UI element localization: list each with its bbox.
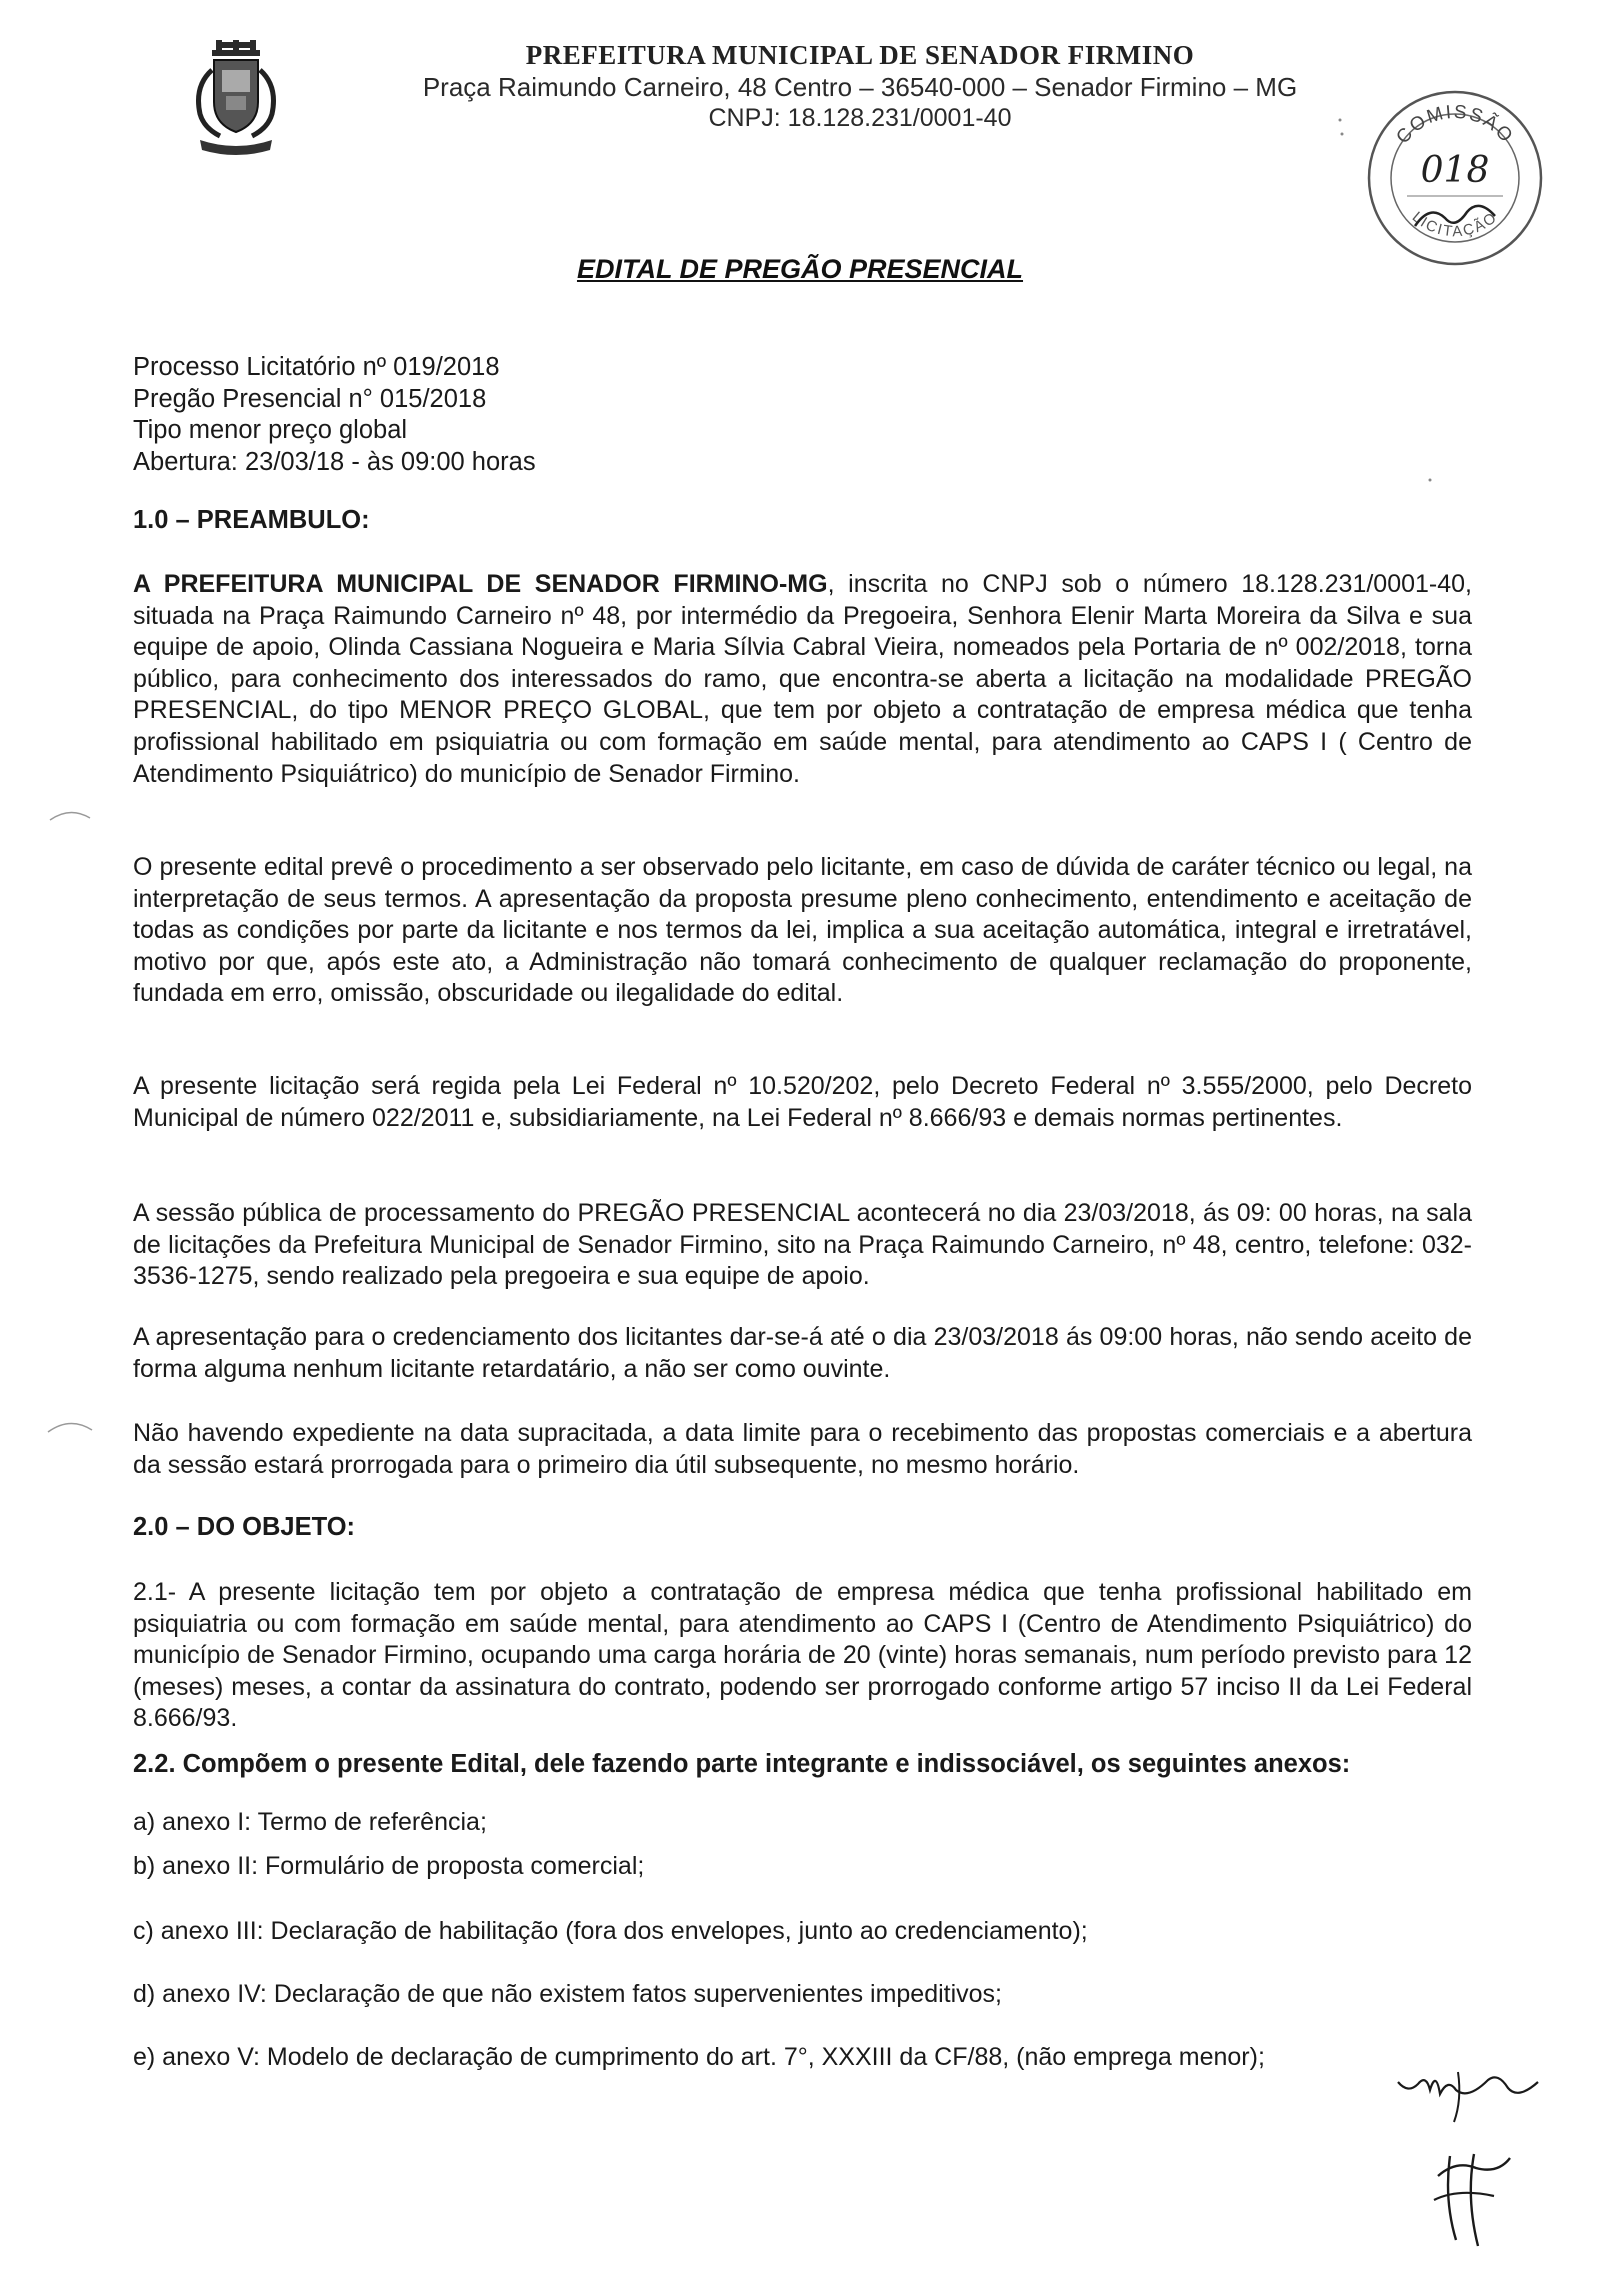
annex-item: e) anexo V: Modelo de declaração de cumprimento do art. 7°, XXXIII da CF/88, (não emprega menor); — [133, 2043, 1265, 2071]
stamp-top-text: COMISSÃO — [1392, 101, 1518, 148]
object-paragraph: 2.1- A presente licitação tem por objeto a contratação de empresa médica que tenha profissional habilitado em psiquiatria ou com formação em saúde mental, para atendimento ao CAPS I (Centro de Atendimento Psiquiátrico) do município de Senador Firmino, ocupando uma carga horária de 20 (vinte) horas semanais, num período previsto para 12 (meses) meses, a contar da assinatura do contrato, podendo ser prorrogado conforme artigo 57 inciso II da Lei Federal 8.666/93. — [133, 1578, 1472, 1733]
annex-item: d) anexo IV: Declaração de que não existem fatos supervenientes impeditivos; — [133, 1980, 1003, 2008]
municipal-crest-icon — [186, 40, 286, 158]
stamp-page-number: 018 — [1420, 150, 1490, 191]
municipality-address: Praça Raimundo Carneiro, 48 Centro – 36540-000 – Senador Firmino – MG — [422, 72, 1298, 102]
annex-item: b) anexo II: Formulário de proposta comercial; — [133, 1852, 645, 1880]
legislation-paragraph: A presente licitação será regida pela Lei Federal nº 10.520/202, pelo Decreto Federal nº 3.555/2000, pelo Decreto Municipal de número 022/2011 e, subsidiariamente, na Lei Federal nº 8.666/93 e demais normas pertinentes. — [133, 1072, 1472, 1132]
municipality-cnpj: CNPJ: 18.128.231/0001-40 — [708, 104, 1012, 132]
preamble-text: , inscrita no CNPJ sob o número 18.128.231/0001-40, situada na Praça Raimundo Carneiro nº 48, por intermédio da Pregoeira, Senhora Elenir Marta Moreira da Silva e sua equipe de apoio, Olinda Cassiana Nogueira e Maria Sílvia Cabral Vieira, nomeados pela Portaria de nº 002/2018, torna público, para conhecimento dos interessados do ramo, que encontra-se aberta a licitação na modalidade PREGÃO PRESENCIAL, do tipo MENOR PREÇO GLOBAL, que tem por objeto a contratação de empresa médica que tenha profissional habilitado em psiquiatria ou com formação em saúde mental, para atendimento ao CAPS I ( Centro de Atendimento Psiquiátrico) do município de Senador Firmino. — [133, 570, 1473, 788]
handwritten-initials — [1378, 2060, 1558, 2260]
postponement-paragraph: Não havendo expediente na data supracitada, a data limite para o recebimento das propostas comerciais e a abertura da sessão estará prorrogada para o primeiro dia útil subsequente, no mesmo horário. — [133, 1419, 1472, 1479]
municipality-name: PREFEITURA MUNICIPAL DE SENADOR FIRMINO — [525, 40, 1195, 70]
svg-text:LICITAÇÃO — [1409, 208, 1501, 240]
procedure-paragraph: O presente edital prevê o procedimento a ser observado pelo licitante, em caso de dúvida de caráter técnico ou legal, na interpretação de seus termos. A apresentação da proposta presume pleno conhecimento, entendimento e aceitação de todas as condições por parte da licitante e nos termos da lei, implica a sua aceitação automática, integral e irretratável, motivo por que, após este ato, a Administração não tomará conhecimento de qualquer reclamação do proponente, fundada em erro, omissão, obscuridade ou ilegalidade do edital. — [133, 853, 1472, 1008]
stamp-bottom-text: LICITAÇÃO — [1408, 208, 1502, 241]
pregao-number: Pregão Presencial n° 015/2018 — [133, 384, 487, 413]
process-metadata — [133, 352, 536, 478]
public-session-paragraph: A sessão pública de processamento do PREGÃO PRESENCIAL acontecerá no dia 23/03/2018, ás 09: 00 horas, na sala de licitações da Prefeitura Municipal de Senador Firmino, sito na Praça Raimundo Carneiro, nº 48, centro, telefone: 032-3536-1275, sendo realizado pela pregoeira e sua equipe de apoio. — [133, 1199, 1472, 1291]
preamble-paragraph — [133, 569, 1472, 790]
section-preamble-heading: 1.0 – PREAMBULO: — [133, 506, 370, 534]
process-number: Processo Licitatório nº 019/2018 — [133, 353, 500, 381]
accreditation-paragraph: A apresentação para o credenciamento dos licitantes dar-se-á até o dia 23/03/2018 ás 09:00 horas, não sendo aceito de forma alguma nenhum licitante retardatário, a não ser como ouvinte. — [133, 1323, 1472, 1383]
opening-date: Abertura: 23/03/18 - às 09:00 horas — [133, 447, 536, 476]
svg-text:COMISSÃO — [1392, 102, 1517, 148]
document-title: EDITAL DE PREGÃO PRESENCIAL — [576, 254, 1024, 284]
annex-item: c) anexo III: Declaração de habilitação (fora dos envelopes, junto ao credenciamento); — [133, 1917, 1088, 1945]
section-object-heading: 2.0 – DO OBJETO: — [133, 1513, 356, 1541]
bid-type: Tipo menor preço global — [133, 416, 408, 444]
annexes-intro: 2.2. Compõem o presente Edital, dele fazendo parte integrante e indissociável, os seguintes anexos: — [133, 1750, 1351, 1778]
preamble-entity-name: A PREFEITURA MUNICIPAL DE SENADOR FIRMINO-MG — [133, 570, 828, 598]
annex-item: a) anexo I: Termo de referência; — [133, 1808, 487, 1836]
commission-stamp — [1355, 78, 1555, 278]
